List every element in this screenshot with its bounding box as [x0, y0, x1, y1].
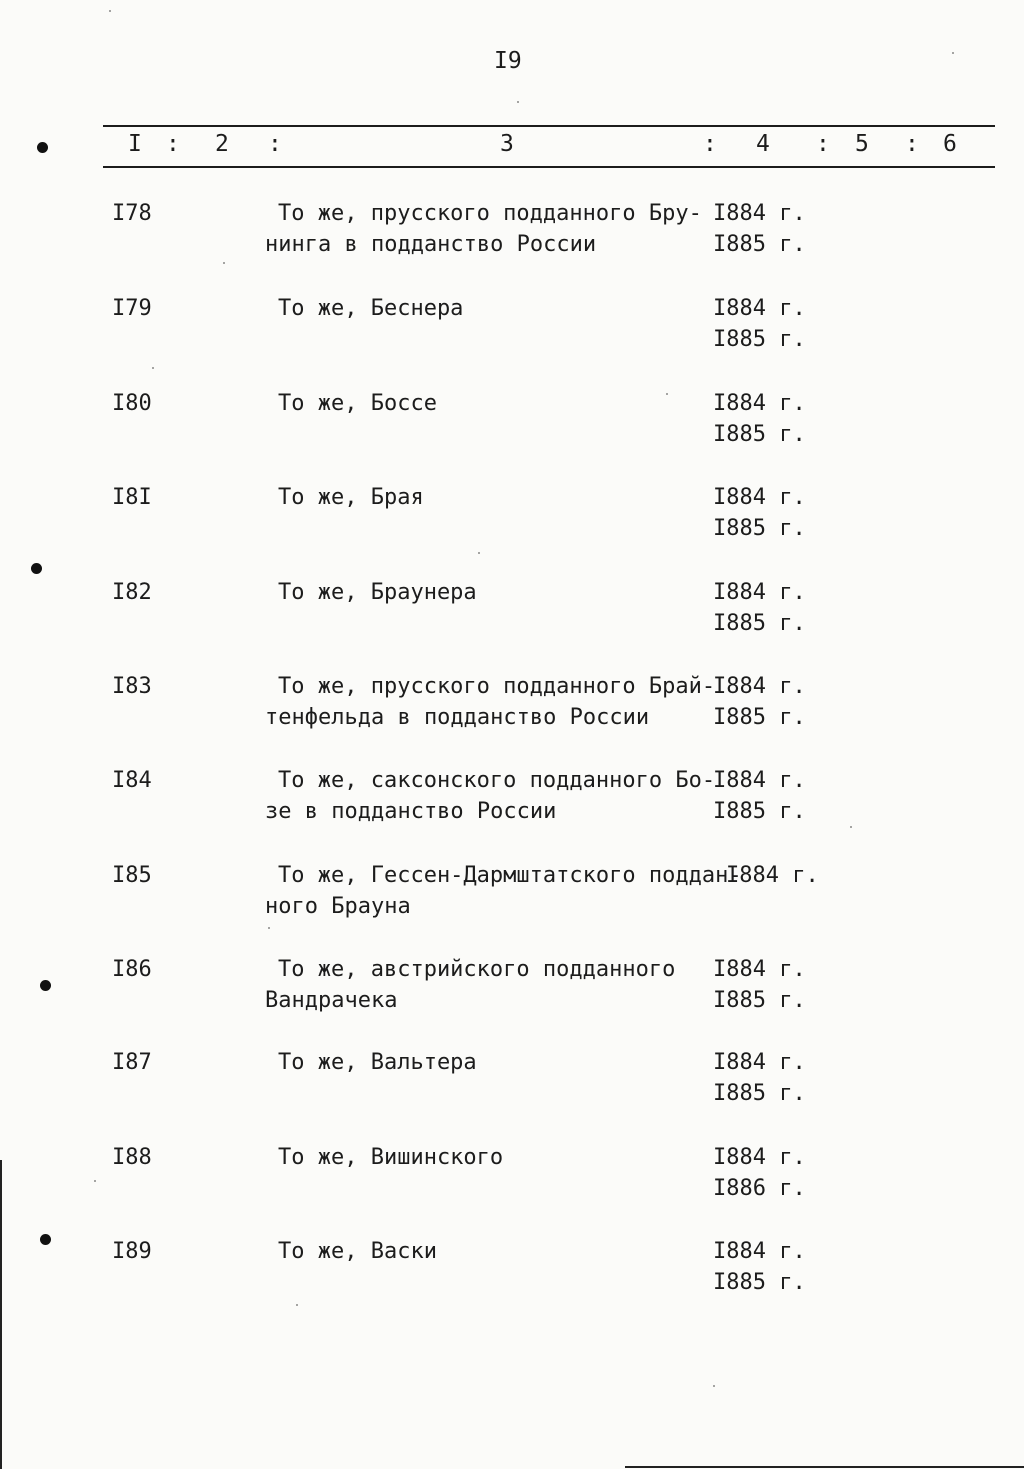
item-year-end: I885 г. [713, 705, 806, 730]
column-separator: : [816, 131, 830, 157]
item-number: I84 [112, 768, 152, 793]
item-description: То же, австрийского подданного [278, 957, 676, 982]
table-header-top-rule [103, 125, 995, 127]
page-number: I9 [494, 48, 522, 74]
item-year-end: I885 г. [713, 1081, 806, 1106]
column-separator: : [268, 131, 282, 157]
item-description: То же, Беснера [278, 296, 464, 321]
item-year-start: I884 г. [713, 485, 806, 510]
item-description-continued: ного Брауна [265, 894, 411, 919]
item-number: I83 [112, 674, 152, 699]
item-description: То же, Боссе [278, 391, 437, 416]
item-year-end: I885 г. [713, 988, 806, 1013]
item-year-end: I885 г. [713, 799, 806, 824]
item-number: I86 [112, 957, 152, 982]
item-year-start: I884 г. [713, 391, 806, 416]
item-year-end: I885 г. [713, 327, 806, 352]
column-header-2: 2 [215, 131, 229, 157]
item-description-continued: нинга в подданство России [265, 232, 597, 257]
scan-speck [296, 1304, 298, 1306]
punch-hole [40, 980, 51, 991]
item-description-continued: тенфельда в подданство России [265, 705, 650, 730]
item-description: То же, Васки [278, 1239, 437, 1264]
item-number: I88 [112, 1145, 152, 1170]
scan-speck [713, 1385, 715, 1387]
column-separator: : [703, 131, 717, 157]
item-year-start: I884 г. [713, 201, 806, 226]
punch-hole [40, 1234, 51, 1245]
item-number: I79 [112, 296, 152, 321]
scan-speck [666, 393, 668, 395]
scan-edge-line [0, 1160, 2, 1469]
column-separator: : [166, 131, 180, 157]
column-header-5: 5 [855, 131, 869, 157]
scan-edge-line [625, 1466, 1024, 1468]
item-year-end: I885 г. [713, 611, 806, 636]
item-year-start: I884 г. [713, 296, 806, 321]
item-year-start: I884 г. [713, 580, 806, 605]
item-description: То же, Вишинского [278, 1145, 504, 1170]
column-separator: : [905, 131, 919, 157]
item-year-end: I885 г. [713, 422, 806, 447]
item-year-end: I885 г. [713, 232, 806, 257]
scan-speck [268, 927, 270, 929]
item-description: То же, саксонского подданного Бо- [278, 768, 716, 793]
item-year-start: I884 г. [713, 768, 806, 793]
item-number: I85 [112, 863, 152, 888]
scan-speck [109, 10, 111, 12]
scan-speck [94, 1180, 96, 1182]
scan-speck [223, 262, 225, 264]
item-year-start: I884 г. [713, 1050, 806, 1075]
scan-speck [478, 552, 480, 554]
scan-speck [952, 52, 954, 54]
item-year-start: I884 г. [713, 957, 806, 982]
item-description: То же, Вальтера [278, 1050, 477, 1075]
item-description-continued: Вандрачека [265, 988, 398, 1013]
item-year-start: I884 г. [713, 1145, 806, 1170]
item-description: То же, прусского подданного Бру- [278, 201, 702, 226]
scan-speck [517, 101, 519, 103]
item-year-start: I884 г. [713, 1239, 806, 1264]
column-header-4: 4 [756, 131, 770, 157]
item-number: I82 [112, 580, 152, 605]
item-description: То же, Браунера [278, 580, 477, 605]
item-year-start: I884 г. [713, 674, 806, 699]
punch-hole [31, 563, 42, 574]
item-year-end: I885 г. [713, 516, 806, 541]
scan-speck [152, 367, 154, 369]
item-number: I80 [112, 391, 152, 416]
column-header-3: 3 [500, 131, 514, 157]
item-description: То же, Гессен-Дармштатского поддан- [278, 863, 742, 888]
item-year-end: I885 г. [713, 1270, 806, 1295]
item-number: I89 [112, 1239, 152, 1264]
scan-speck [850, 826, 852, 828]
item-number: I87 [112, 1050, 152, 1075]
item-description: То же, прусского подданного Брай- [278, 674, 716, 699]
column-header-6: 6 [943, 131, 957, 157]
item-number: I78 [112, 201, 152, 226]
table-header-bottom-rule [103, 166, 995, 168]
item-description-continued: зе в подданство России [265, 799, 557, 824]
item-number: I8I [112, 485, 152, 510]
item-description: То же, Брая [278, 485, 424, 510]
item-year-start: I884 г. [726, 863, 819, 888]
item-year-end: I886 г. [713, 1176, 806, 1201]
column-header-1: I [128, 131, 142, 157]
punch-hole [37, 142, 48, 153]
